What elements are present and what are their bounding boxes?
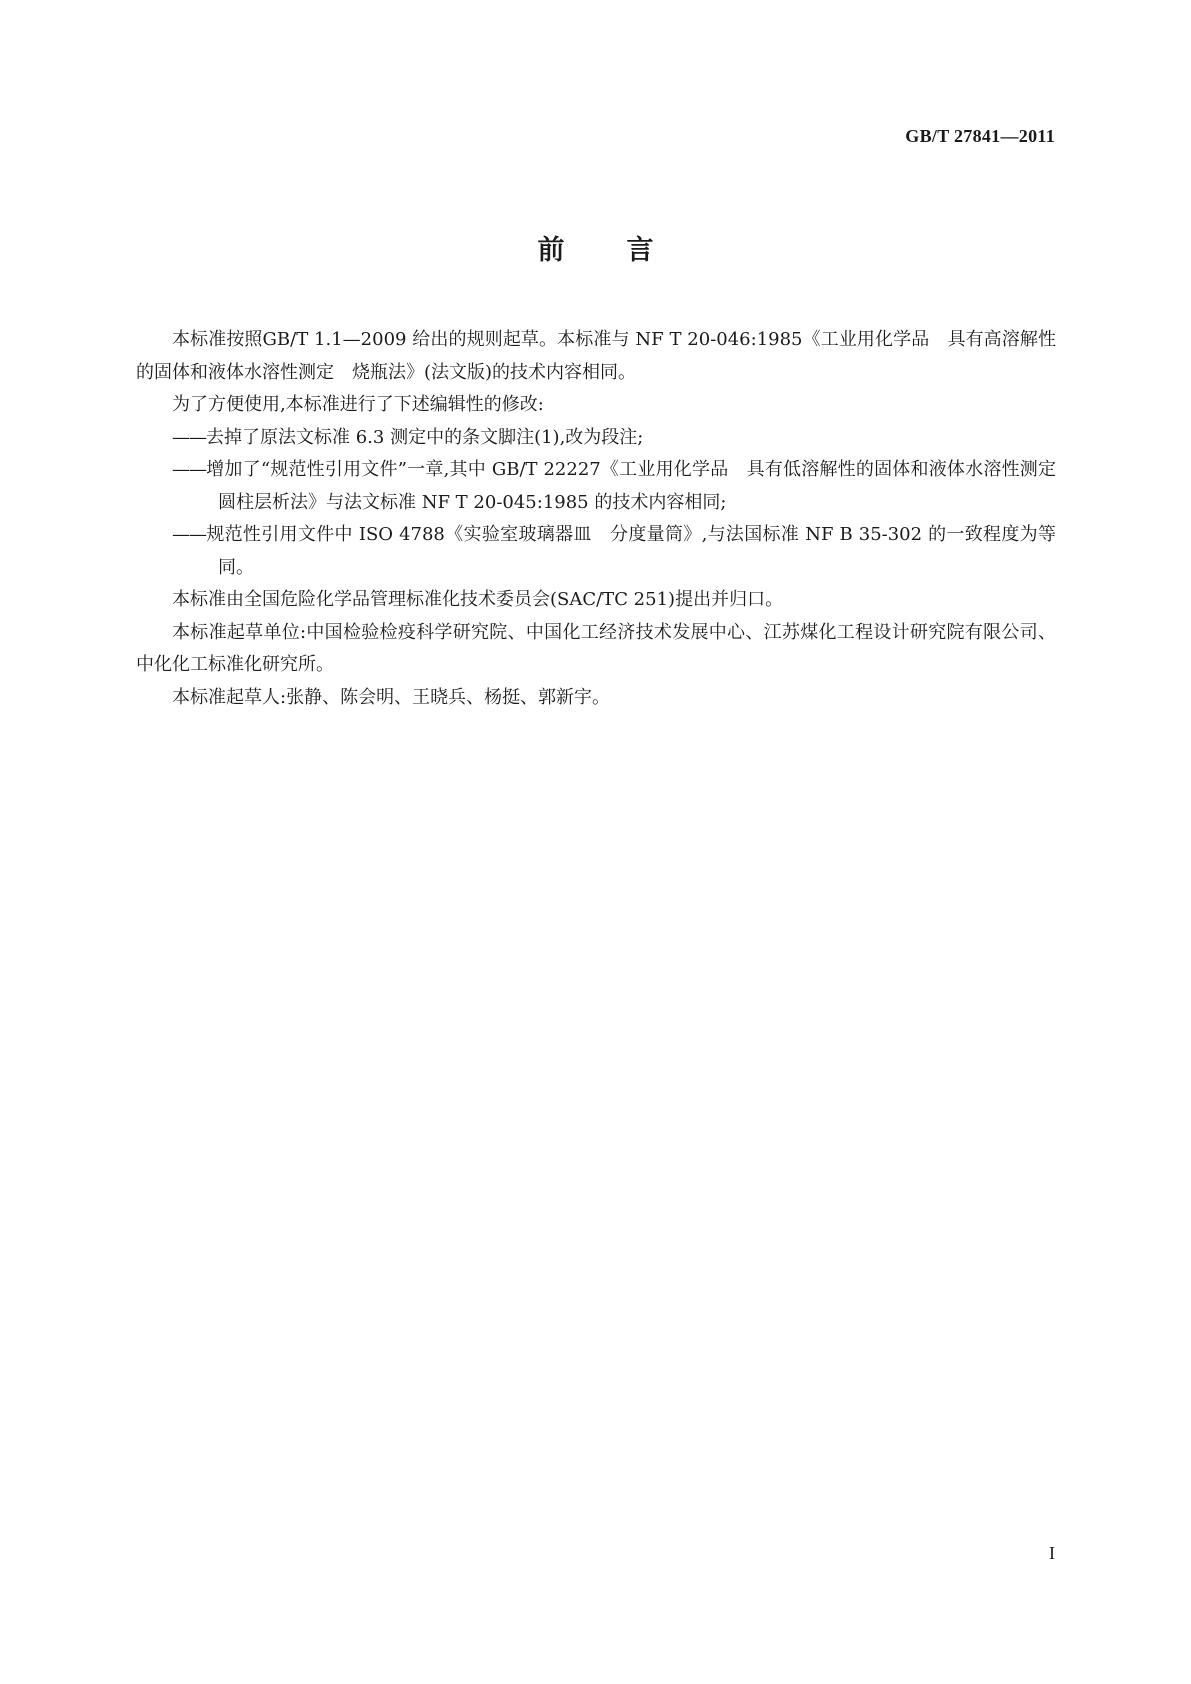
paragraph-drafters: 本标准起草人:张静、陈会明、王晓兵、杨挺、郭新宇。 [172, 686, 611, 708]
list-dash: —— [172, 426, 206, 448]
list-item-text: 增加了“规范性引用文件”一章,其中 GB/T 22227《工业用化学品 具有低溶解性的固体和液体水溶性测定 圆柱层析法》与法文标准 NF T 20-045:1985 的技术内容相同; [206, 459, 1074, 513]
paragraph-drafting-rules: 本标准按照GB/T 1.1—2009 给出的规则起草。本标准与 NF T 20-046:1985《工业用化学品 具有高溶解性的固体和液体水溶性测定 烧瓶法》(法文版)的技术内容相同。 [136, 329, 1056, 383]
list-item [136, 454, 1074, 519]
document-body [136, 324, 1074, 714]
list-item-text: 去掉了原法文标准 6.3 测定中的条文脚注(1),改为段注; [206, 426, 644, 448]
list-item [136, 519, 1056, 584]
list-item [136, 422, 1056, 455]
paragraph-drafting-units: 本标准起草单位:中国检验检疫科学研究院、中国化工经济技术发展中心、江苏煤化工程设计研究院有限公司、中化化工标准化研究所。 [136, 621, 1056, 675]
standard-code: GB/T 27841—2011 [905, 126, 1055, 146]
page-number: I [1049, 1543, 1055, 1563]
list-dash: —— [172, 524, 206, 545]
list-dash: —— [172, 459, 206, 480]
list-item-text: 规范性引用文件中 ISO 4788《实验室玻璃器皿 分度量筒》,与法国标准 NF B 35-302 的一致程度为等同。 [206, 524, 1056, 578]
paragraph-editorial-changes-intro: 为了方便使用,本标准进行了下述编辑性的修改: [172, 394, 544, 415]
paragraph-proposed-by: 本标准由全国危险化学品管理标准化技术委员会(SAC/TC 251)提出并归口。 [172, 589, 784, 610]
page-title: 前言 [537, 235, 716, 266]
